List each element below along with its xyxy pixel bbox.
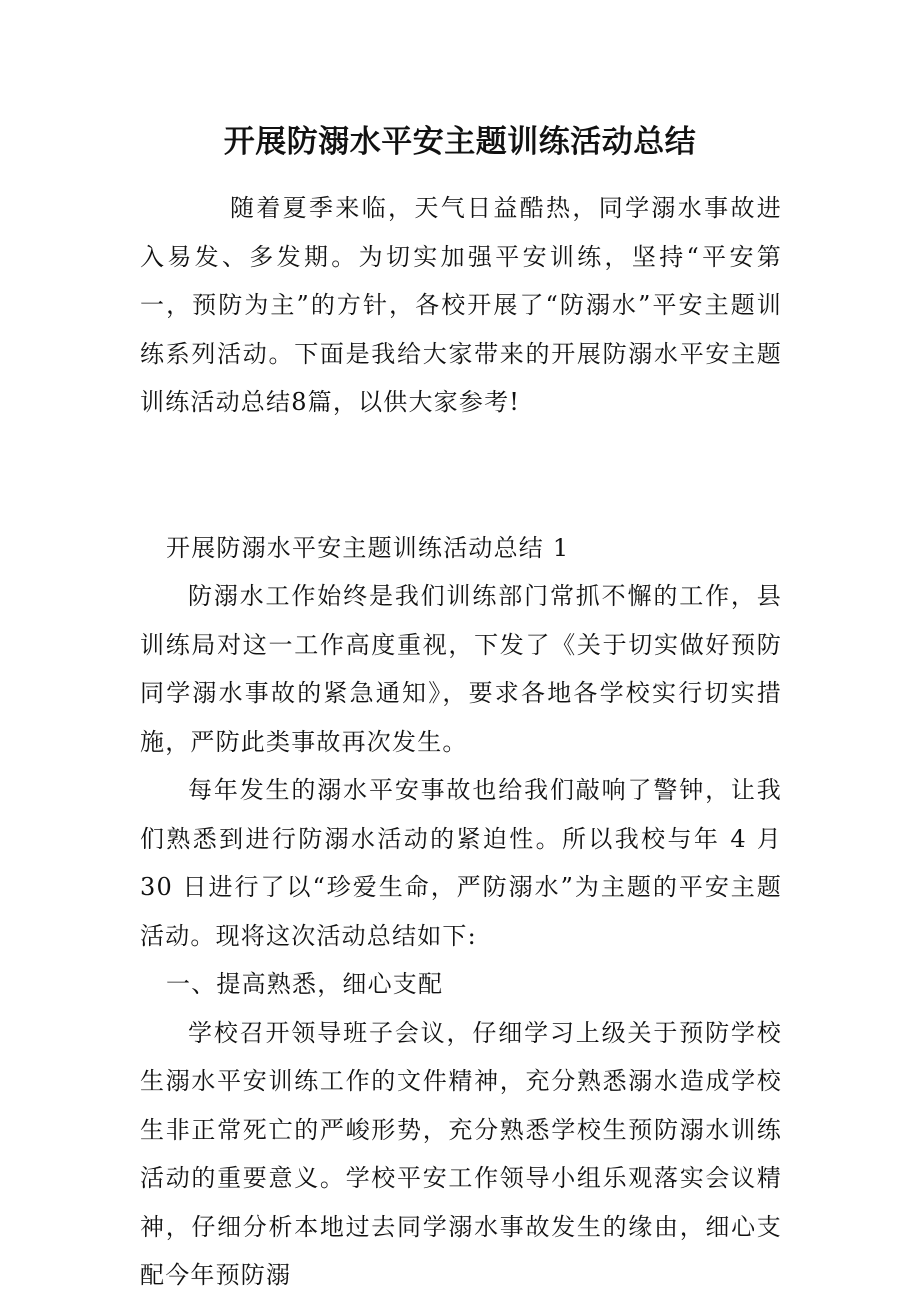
intro-paragraph: 随着夏季来临，天气日益酷热，同学溺水事故进入易发、多发期。为切实加强平安训练，坚持“平安第一，预防为主”的方针，各校开展了“防溺水”平安主题训练系列活动。下面是我给大家带来的开展防溺水平安主题训练活动总结8篇，以供大家参考! xyxy=(140,194,782,416)
body-paragraph-2: 每年发生的溺水平安事故也给我们敲响了警钟，让我们熟悉到进行防溺水活动的紧迫性。所以我校与年 4 月 30 日进行了以“珍爱生命，严防溺水”为主题的平安主题活动。现将这次活动总结如下: xyxy=(140,776,782,950)
section-heading: 开展防溺水平安主题训练活动总结 1 xyxy=(166,533,570,562)
item-heading-1: 一、提高熟悉，细心支配 xyxy=(166,970,444,998)
body-paragraph-1: 防溺水工作始终是我们训练部门常抓不懈的工作，县训练局对这一工作高度重视，下发了《关于切实做好预防同学溺水事故的紧急通知》，要求各地各学校实行切实措施，严防此类事故再次发生。 xyxy=(140,582,782,756)
body-paragraph-3: 学校召开领导班子会议，仔细学习上级关于预防学校生溺水平安训练工作的文件精神，充分熟悉溺水造成学校生非正常死亡的严峻形势，充分熟悉学校生预防溺水训练活动的重要意义。学校平安工作领导小组乐观落实会议精神，仔细分析本地过去同学溺水事故发生的缘由，细心支配今年预防溺 xyxy=(140,1018,782,1289)
document-title: 开展防溺水平安主题训练活动总结 xyxy=(223,124,697,160)
section-spacer xyxy=(140,427,782,524)
document-body xyxy=(140,184,782,1300)
